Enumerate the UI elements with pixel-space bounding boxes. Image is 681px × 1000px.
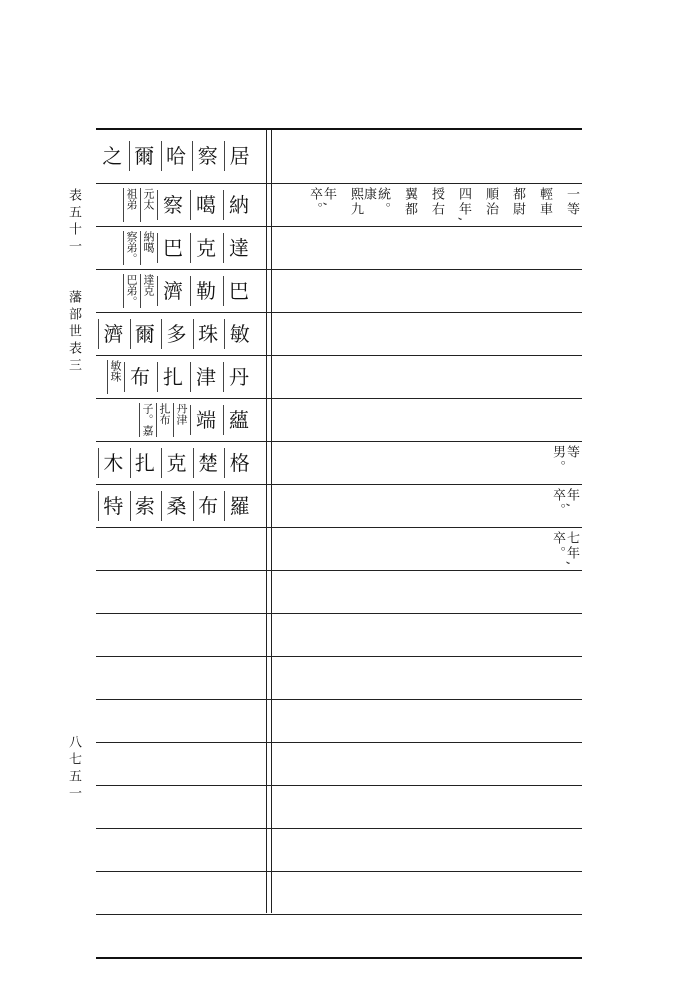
name-character: 珠 [193,319,223,349]
record-text: 輕車 [537,187,552,217]
row-divider [96,269,582,270]
row-divider [96,183,582,184]
record-cell [274,312,578,355]
name-character: 哈 [161,141,191,171]
record-text: 七年,卒。 [550,531,579,568]
name-cell [96,441,262,484]
margin-label-top: 表五十一 [66,188,81,256]
name-cell [96,527,262,570]
table-row [96,527,582,570]
row-divider [96,484,582,485]
name-character: 克 [161,448,191,478]
record-text: 統。康 [361,187,390,217]
name-character: 噶 [190,190,221,220]
record-text: 授右 [429,187,444,217]
name-annotation: 丹津 [173,403,188,437]
name-character: 濟 [157,276,188,306]
row-divider [96,742,582,743]
margin-label-middle: 藩部世表三 [66,290,81,375]
name-character: 濟 [98,319,128,349]
table-row [96,183,582,226]
table-row [96,269,582,312]
name-annotation: 元太 [140,188,155,222]
record-text: 等男。 [550,445,579,475]
row-divider [96,355,582,356]
name-character: 納 [223,190,254,220]
name-character: 巴 [223,276,254,306]
row-divider [96,312,582,313]
name-character: 察 [192,141,222,171]
name-annotation: 扎布 [156,403,171,437]
name-cell [96,312,262,355]
name-character: 丹 [223,362,254,392]
name-character: 布 [124,362,155,392]
record-text: 都尉 [510,187,525,217]
name-character: 格 [224,448,254,478]
row-divider [96,699,582,700]
record-text: 熙九 [348,187,363,217]
table-row [96,312,582,355]
record-text: 年,卒。 [550,488,579,518]
name-character: 察 [157,190,188,220]
name-annotation: 祖弟 [123,188,138,222]
record-text: 四年, [456,187,471,224]
record-cell [274,226,578,269]
name-cell [96,269,262,312]
name-character: 端 [190,405,221,435]
row-divider [96,656,582,657]
name-character: 敏 [224,319,254,349]
name-cell [96,128,262,183]
name-character: 居 [224,141,254,171]
name-annotation: 子。嘉 [141,402,154,436]
name-character: 巴 [157,233,188,263]
row-divider [96,613,582,614]
table-row [96,398,582,441]
name-cell [96,484,262,527]
row-divider [96,226,582,227]
name-character: 勒 [190,276,221,306]
record-cell [274,269,578,312]
row-divider [96,441,582,442]
name-character: 羅 [224,491,254,521]
name-character: 桑 [161,491,191,521]
row-divider [96,785,582,786]
table-row [96,355,582,398]
name-cell [96,183,262,226]
name-character: 扎 [130,448,160,478]
name-character: 蘊 [223,405,254,435]
name-cell [96,355,262,398]
record-text: 順治 [483,187,498,217]
record-cell [274,128,578,183]
row-divider [96,398,582,399]
name-character: 克 [190,233,221,263]
name-character: 爾 [129,141,159,171]
row-divider [96,527,582,528]
record-cell [274,398,578,441]
name-character: 爾 [130,319,160,349]
name-character: 索 [130,491,160,521]
record-cell [274,355,578,398]
name-annotation: 察弟。 [125,230,138,264]
row-divider [96,128,582,130]
name-cell [96,226,262,269]
name-character: 扎 [157,362,188,392]
name-character: 達 [223,233,254,263]
row-divider [96,957,582,959]
row-divider [96,828,582,829]
record-text: 一等 [564,187,579,217]
name-annotation: 達克 [140,274,155,308]
record-cell [274,183,578,226]
record-text: 年,卒。 [307,187,336,217]
genealogy-table [96,128,582,913]
name-character: 之 [102,143,123,168]
record-cell [274,441,578,484]
table-row [96,484,582,527]
name-character: 布 [193,491,223,521]
record-cell [274,484,578,527]
name-character: 特 [98,491,128,521]
name-annotation: 納噶 [140,231,155,265]
name-character: 津 [190,362,221,392]
name-cell [96,398,262,441]
record-text: 翼都 [402,187,417,217]
table-row [96,128,582,183]
name-character: 木 [98,448,128,478]
margin-label-bottom: 八七五一 [66,735,81,803]
name-annotation: 巴弟。 [125,273,138,307]
table-row [96,441,582,484]
name-character: 多 [161,319,191,349]
row-divider [96,871,582,872]
name-character: 楚 [193,448,223,478]
name-annotation: 敏珠 [107,360,122,394]
row-divider [96,914,582,915]
table-row [96,226,582,269]
row-divider [96,570,582,571]
record-cell [274,527,578,570]
